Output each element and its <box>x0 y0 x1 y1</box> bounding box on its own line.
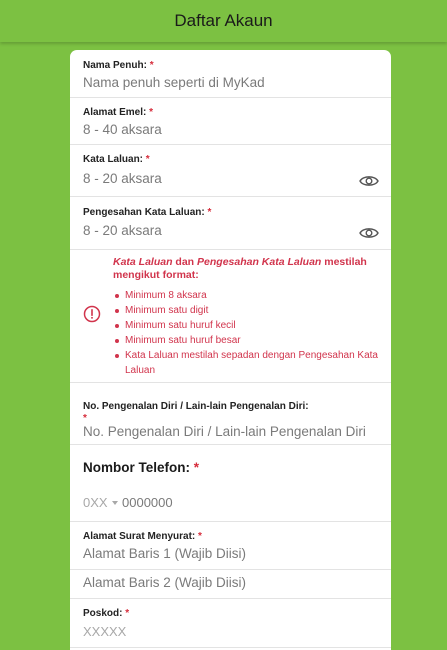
divider <box>70 569 391 570</box>
rule-item: Minimum satu huruf kecil <box>113 318 383 333</box>
confirm-password-label: Pengesahan Kata Laluan: * <box>83 207 212 218</box>
rule-item: Minimum satu huruf besar <box>113 333 383 348</box>
password-input[interactable]: 8 - 20 aksara <box>83 171 162 186</box>
password-rules-list <box>113 288 383 378</box>
password-label: Kata Laluan: * <box>83 154 150 165</box>
email-label: Alamat Emel: * <box>83 107 154 118</box>
postcode-input[interactable]: XXXXX <box>83 624 127 639</box>
page-title: Daftar Akaun <box>174 11 273 30</box>
full-name-field[interactable] <box>70 50 391 98</box>
address-label: Alamat Surat Menyurat: * <box>83 531 202 542</box>
id-number-label: No. Pengenalan Diri / Lain-lain Pengenalan Diri: * <box>83 401 309 424</box>
divider <box>70 647 391 648</box>
app-header <box>0 0 447 42</box>
full-name-label: Nama Penuh: * <box>83 60 154 71</box>
id-number-input[interactable]: No. Pengenalan Diri / Lain-lain Pengenalan Diri <box>83 424 366 439</box>
confirm-password-input[interactable]: 8 - 20 aksara <box>83 223 162 238</box>
password-rules-box <box>70 250 391 383</box>
address-line1-input[interactable]: Alamat Baris 1 (Wajib Diisi) <box>83 546 247 561</box>
full-name-input[interactable]: Nama penuh seperti di MyKad <box>83 75 265 90</box>
rule-item: Kata Laluan mestilah sepadan dengan Pengesahan Kata Laluan <box>113 348 383 378</box>
confirm-password-field[interactable] <box>70 197 391 250</box>
id-number-field[interactable] <box>70 383 391 445</box>
divider <box>70 521 391 522</box>
eye-icon[interactable] <box>359 174 379 188</box>
password-rules-title: Kata Laluan dan Pengesahan Kata Laluan mestilah mengikut format: <box>113 256 367 281</box>
email-input[interactable]: 8 - 40 aksara <box>83 122 162 137</box>
rule-item: Minimum satu digit <box>113 303 383 318</box>
eye-icon[interactable] <box>359 226 379 240</box>
email-field[interactable] <box>70 98 391 145</box>
postcode-label: Poskod: * <box>83 608 130 619</box>
registration-form <box>70 50 391 650</box>
password-field[interactable] <box>70 145 391 197</box>
country-code-select[interactable]: 0XX <box>83 495 121 510</box>
phone-input[interactable]: 0000000 <box>122 495 173 510</box>
divider <box>70 598 391 599</box>
rule-item: Minimum 8 aksara <box>113 288 383 303</box>
alert-circle-icon <box>83 305 101 323</box>
address-line2-input[interactable]: Alamat Baris 2 (Wajib Diisi) <box>83 575 247 590</box>
phone-label: Nombor Telefon: * <box>83 460 200 475</box>
chevron-down-icon <box>112 501 118 505</box>
